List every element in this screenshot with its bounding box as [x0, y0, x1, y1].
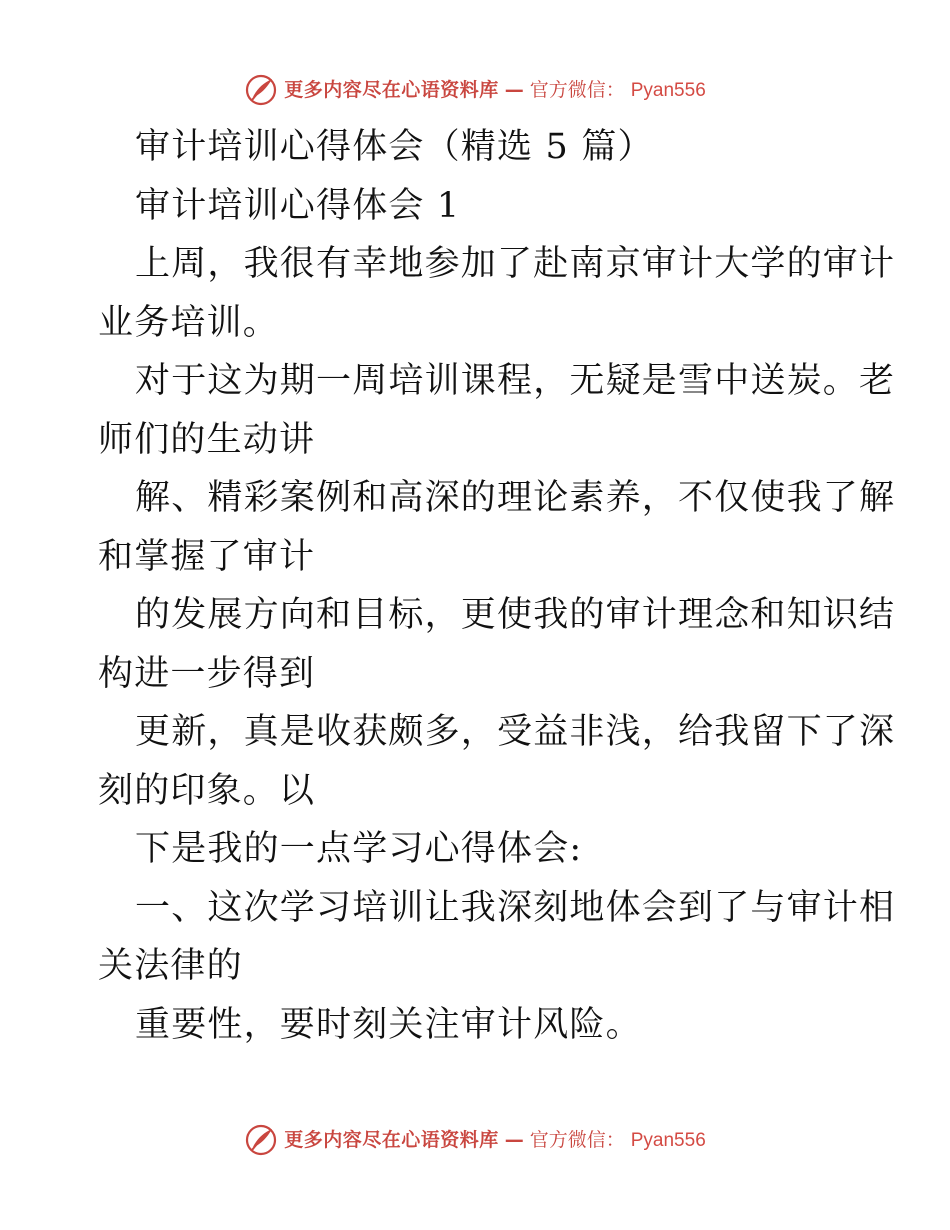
- text-line: 师们的生动讲: [98, 419, 316, 460]
- text-line: 审计培训心得体会 1: [135, 185, 461, 226]
- watermark-dash: —: [504, 78, 524, 101]
- document-body: [98, 118, 896, 1054]
- text-line: 的发展方向和目标，更使我的审计理念和知识结: [135, 595, 896, 635]
- text-line: 解、精彩案例和高深的理论素养，不仅使我了解: [135, 478, 896, 518]
- text-line: 和掌握了审计: [98, 536, 316, 577]
- text-line: 构进一步得到: [98, 653, 316, 694]
- watermark-site-text: 更多内容尽在心语资料库: [284, 1128, 499, 1151]
- watermark-wechat-label: 官方微信：: [529, 1128, 625, 1151]
- text-line: 对于这为期一周培训课程，无疑是雪中送炭。老: [135, 361, 896, 401]
- watermark-wechat-id: Pyan556: [630, 1129, 706, 1151]
- text-line: 审计培训心得体会（精选 5 篇）: [135, 127, 654, 167]
- watermark-wechat-label: 官方微信：: [529, 78, 625, 101]
- watermark-wechat-id: Pyan556: [630, 79, 706, 101]
- footer-watermark: [0, 1120, 950, 1160]
- text-line: 更新，真是收获颇多，受益非浅，给我留下了深: [135, 712, 896, 752]
- watermark-site-text: 更多内容尽在心语资料库: [284, 78, 499, 101]
- text-line: 一、这次学习培训让我深刻地体会到了与审计相: [135, 887, 896, 928]
- text-line: 下是我的一点学习心得体会:: [135, 829, 583, 869]
- text-line: 重要性，要时刻关注审计风险。: [135, 1004, 642, 1045]
- quill-pen-logo-icon: [244, 1123, 278, 1157]
- quill-pen-logo-icon: [244, 73, 278, 107]
- header-watermark: [0, 70, 950, 110]
- text-line: 关法律的: [98, 946, 243, 986]
- watermark-dash: —: [504, 1128, 524, 1151]
- text-line: 业务培训。: [98, 302, 280, 343]
- text-line: 刻的印象。以: [98, 770, 316, 811]
- text-line: 上周，我很有幸地参加了赴南京审计大学的审计: [135, 244, 896, 284]
